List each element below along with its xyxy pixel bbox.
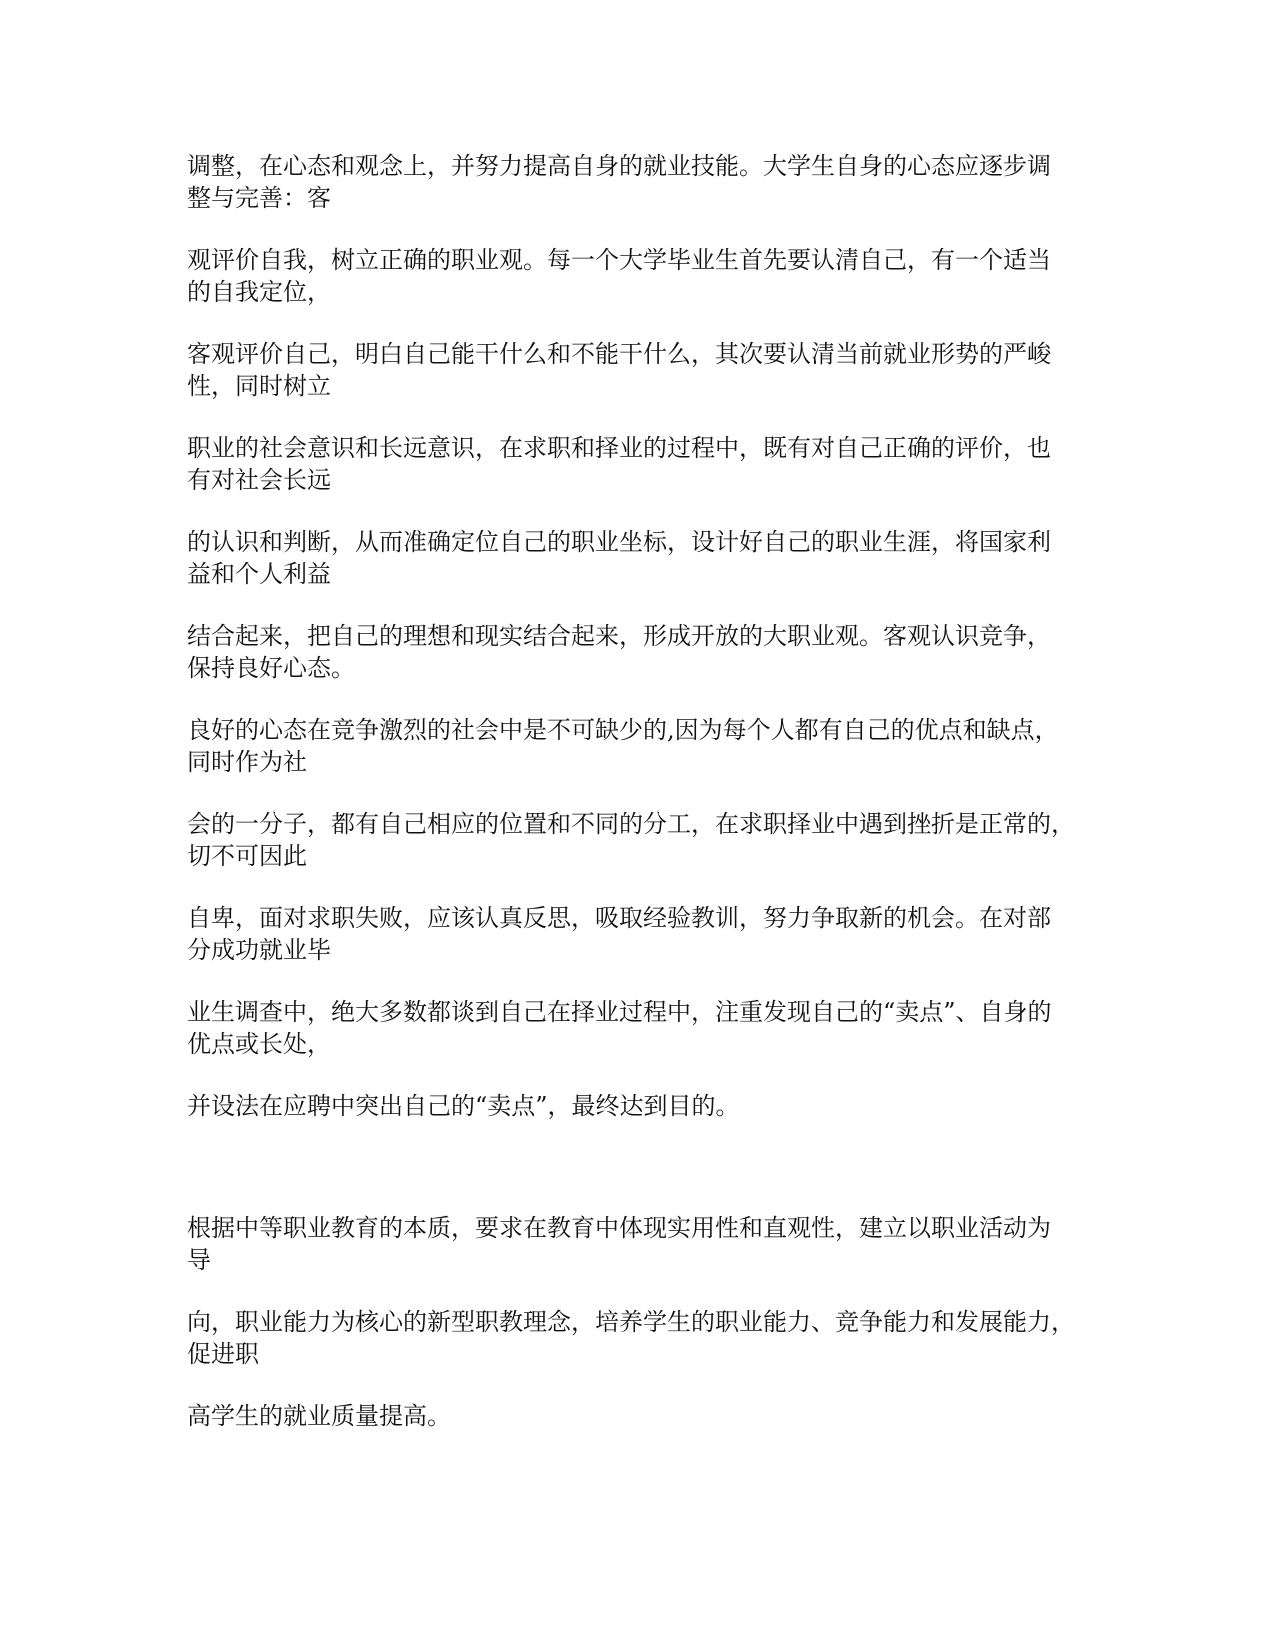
text-line: 并设法在应聘中突出自己的“卖点”，最终达到目的。: [187, 1092, 740, 1120]
paragraph: [187, 1306, 1087, 1370]
paragraph: [187, 996, 1087, 1060]
document-page: [187, 150, 1087, 1462]
text-line: 调整，在心态和观念上，并努力提高自身的就业技能。大学生自身的心态应逐步调: [187, 152, 1051, 180]
text-line: 整与完善：客: [187, 184, 331, 212]
text-line: 保持良好心态。: [187, 654, 355, 682]
paragraph: [187, 150, 1087, 214]
paragraph: [187, 432, 1087, 496]
paragraph: [187, 1090, 1087, 1122]
paragraph: [187, 526, 1087, 590]
text-line: 的自我定位，: [187, 278, 331, 306]
text-line: 会的一分子，都有自己相应的位置和不同的分工，在求职择业中遇到挫折是正常的，: [187, 810, 1075, 838]
paragraph: [187, 1400, 1087, 1432]
paragraph: [187, 714, 1087, 778]
paragraph: [187, 620, 1087, 684]
text-line: 观评价自我，树立正确的职业观。每一个大学毕业生首先要认清自己，有一个适当: [187, 246, 1051, 274]
text-line: 的认识和判断，从而准确定位自己的职业坐标，设计好自己的职业生涯，将国家利: [187, 528, 1051, 556]
text-line: 同时作为社: [187, 748, 307, 776]
paragraph: [187, 338, 1087, 402]
text-line: 益和个人利益: [187, 560, 331, 588]
text-line: 业生调查中，绝大多数都谈到自己在择业过程中，注重发现自己的“卖点”、自身的: [187, 998, 1052, 1026]
paragraph: [187, 244, 1087, 308]
text-line: 促进职: [187, 1340, 259, 1368]
paragraph: [187, 902, 1087, 966]
text-line: 结合起来，把自己的理想和现实结合起来，形成开放的大职业观。客观认识竞争，: [187, 622, 1051, 650]
paragraph: [187, 808, 1087, 872]
text-line: 客观评价自己，明白自己能干什么和不能干什么，其次要认清当前就业形势的严峻: [187, 340, 1051, 368]
text-line: 分成功就业毕: [187, 936, 331, 964]
text-line: 性，同时树立: [187, 372, 331, 400]
section-spacer: [187, 1152, 1087, 1212]
text-line: 良好的心态在竞争激烈的社会中是不可缺少的,因为每个人都有自己的优点和缺点，: [187, 716, 1059, 744]
text-line: 自卑，面对求职失败，应该认真反思，吸取经验教训，努力争取新的机会。在对部: [187, 904, 1051, 932]
text-line: 高学生的就业质量提高。: [187, 1402, 451, 1430]
paragraph: [187, 1212, 1087, 1276]
text-line: 切不可因此: [187, 842, 307, 870]
text-line: 优点或长处，: [187, 1030, 331, 1058]
text-line: 职业的社会意识和长远意识，在求职和择业的过程中，既有对自己正确的评价，也: [187, 434, 1051, 462]
text-line: 向，职业能力为核心的新型职教理念，培养学生的职业能力、竞争能力和发展能力，: [187, 1308, 1075, 1336]
text-line: 有对社会长远: [187, 466, 331, 494]
text-line: 导: [187, 1246, 211, 1274]
text-line: 根据中等职业教育的本质，要求在教育中体现实用性和直观性，建立以职业活动为: [187, 1214, 1051, 1242]
